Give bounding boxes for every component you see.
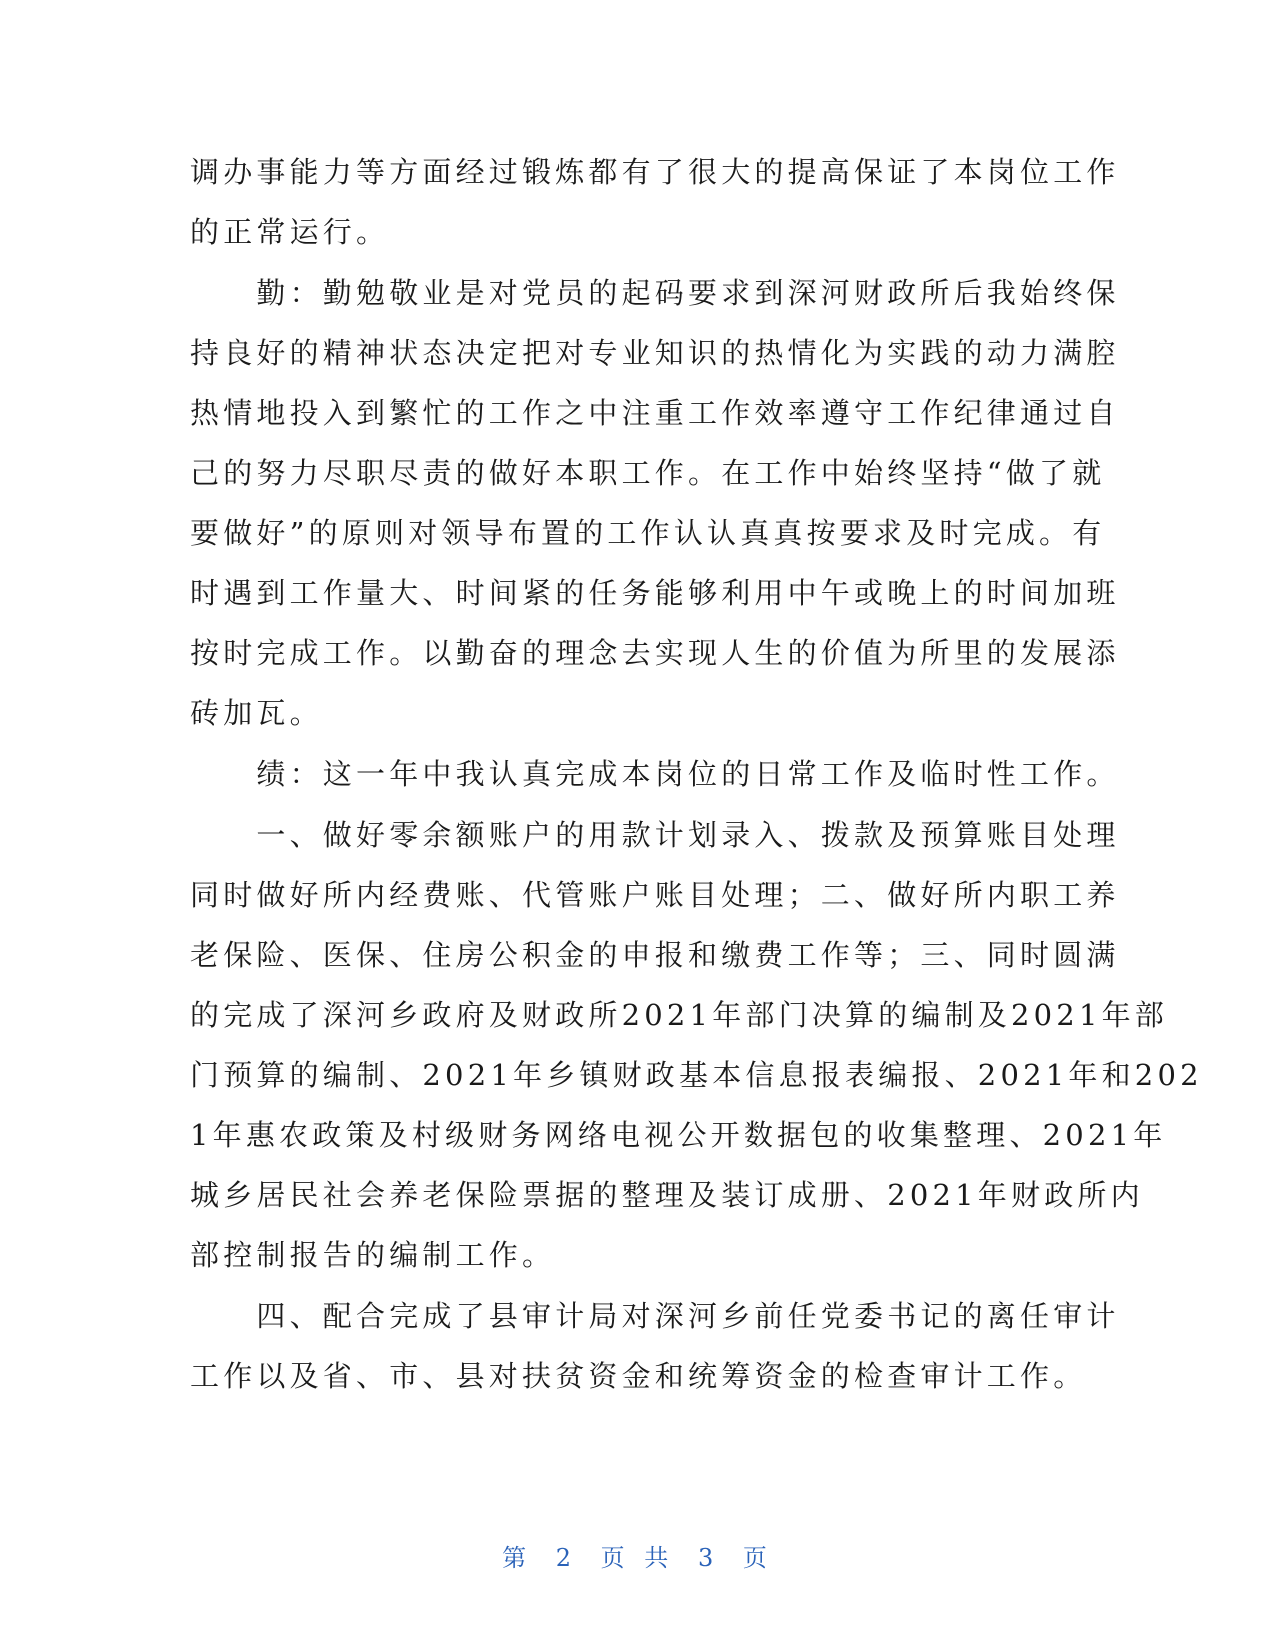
text-line-5: 热情地投入到繁忙的工作之中注重工作效率遵守工作纪律通过自 bbox=[190, 396, 1120, 430]
text-line-12: 一、做好零余额账户的用款计划录入、拨款及预算账目处理 bbox=[190, 818, 1120, 852]
text-line-2: 的正常运行。 bbox=[190, 215, 390, 249]
footer-prefix: 第 bbox=[502, 1544, 533, 1572]
text-line-3: 勤：勤勉敬业是对党员的起码要求到深河财政所后我始终保 bbox=[190, 276, 1120, 310]
text-line-14: 老保险、医保、住房公积金的申报和缴费工作等；三、同时圆满 bbox=[190, 938, 1120, 972]
text-line-16: 门预算的编制、2021年乡镇财政基本信息报表编报、2021年和202 bbox=[190, 1058, 1203, 1092]
footer-suffix: 页 bbox=[742, 1544, 773, 1572]
text-line-11: 绩：这一年中我认真完成本岗位的日常工作及临时性工作。 bbox=[190, 757, 1120, 791]
text-line-10: 砖加瓦。 bbox=[190, 696, 323, 730]
text-line-4: 持良好的精神状态决定把对专业知识的热情化为实践的动力满腔 bbox=[190, 336, 1120, 370]
text-line-8: 时遇到工作量大、时间紧的任务能够利用中午或晚上的时间加班 bbox=[190, 576, 1120, 610]
text-line-13: 同时做好所内经费账、代管账户账目处理；二、做好所内职工养 bbox=[190, 878, 1120, 912]
footer-mid: 页 共 bbox=[600, 1544, 675, 1572]
text-line-7: 要做好”的原则对领导布置的工作认认真真按要求及时完成。有 bbox=[190, 516, 1106, 550]
page-number-footer bbox=[0, 1538, 1275, 1573]
text-line-9: 按时完成工作。以勤奋的理念去实现人生的价值为所里的发展添 bbox=[190, 636, 1120, 670]
text-line-18: 城乡居民社会养老保险票据的整理及装订成册、2021年财政所内 bbox=[190, 1178, 1144, 1212]
text-line-1: 调办事能力等方面经过锻炼都有了很大的提高保证了本岗位工作 bbox=[190, 155, 1120, 189]
text-line-21: 工作以及省、市、县对扶贫资金和统筹资金的检查审计工作。 bbox=[190, 1359, 1087, 1393]
text-line-6: 己的努力尽职尽责的做好本职工作。在工作中始终坚持“做了就 bbox=[190, 456, 1106, 490]
document-body bbox=[190, 142, 1203, 1406]
footer-total-pages: 3 bbox=[697, 1544, 720, 1572]
footer-current-page: 2 bbox=[555, 1544, 578, 1572]
text-line-20: 四、配合完成了县审计局对深河乡前任党委书记的离任审计 bbox=[190, 1299, 1120, 1333]
text-line-19: 部控制报告的编制工作。 bbox=[190, 1238, 556, 1272]
text-line-17: 1年惠农政策及村级财务网络电视公开数据包的收集整理、2021年 bbox=[190, 1118, 1167, 1152]
text-line-15: 的完成了深河乡政府及财政所2021年部门决算的编制及2021年部 bbox=[190, 998, 1169, 1032]
